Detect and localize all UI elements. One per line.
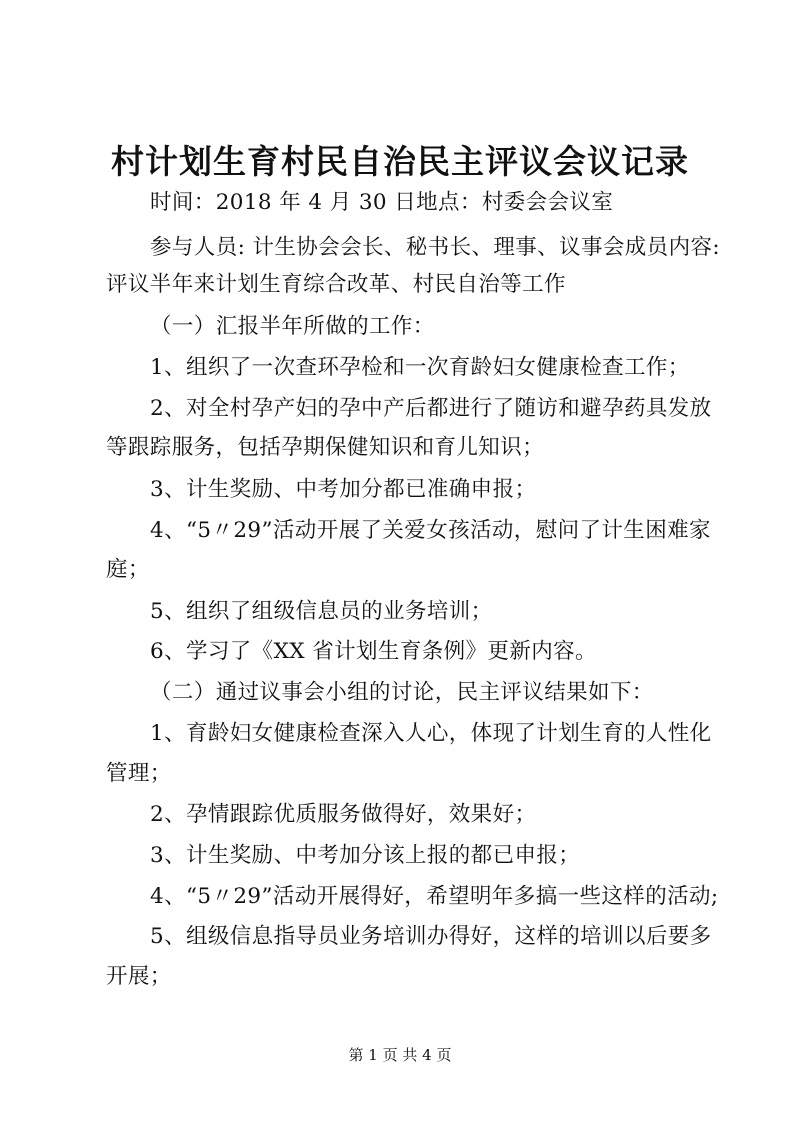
report-item-3: 3、计生奖励、中考加分都已准确申报； xyxy=(150,477,537,502)
report-item-5: 5、组织了组级信息员的业务培训； xyxy=(150,599,493,624)
report-item-6: 6、学习了《XX 省计划生育条例》更新内容。 xyxy=(150,639,597,664)
document-title: 村计划生育村民自治民主评议会议记录 xyxy=(111,142,689,181)
meeting-time-location: 时间：2018 年 4 月 30 日地点：村委会会议室 xyxy=(150,190,614,215)
evaluation-item-2: 2、孕情跟踪优质服务做得好，效果好； xyxy=(150,802,537,827)
evaluation-item-1-continued: 管理； xyxy=(106,761,172,786)
report-item-1: 1、组织了一次查环孕检和一次育龄妇女健康检查工作； xyxy=(150,355,690,380)
evaluation-item-5: 5、组级信息指导员业务培训办得好，这样的培训以后要多 xyxy=(150,924,712,949)
report-item-2-continued: 等跟踪服务，包括孕期保健知识和育儿知识； xyxy=(106,435,545,460)
evaluation-item-3: 3、计生奖励、中考加分该上报的都已申报； xyxy=(150,843,581,868)
evaluation-item-5-continued: 开展； xyxy=(106,964,172,989)
page-number: 第 1 页 共 4 页 xyxy=(348,1046,452,1064)
evaluation-item-1: 1、育龄妇女健康检查深入人心，体现了计划生育的人性化 xyxy=(150,721,712,746)
section-heading-report: （一）汇报半年所做的工作： xyxy=(150,314,435,339)
report-item-4: 4、“5〃29”活动开展了关爱女孩活动，慰问了计生困难家 xyxy=(150,518,711,543)
meeting-participants: 参与人员: 计生协会会长、秘书长、理事、议事会成员内容: xyxy=(150,235,721,260)
evaluation-item-4: 4、“5〃29”活动开展得好，希望明年多搞一些这样的活动; xyxy=(150,884,719,909)
report-item-2: 2、对全村孕产妇的孕中产后都进行了随访和避孕药具发放 xyxy=(150,396,712,421)
section-heading-evaluation: （二）通过议事会小组的讨论，民主评议结果如下： xyxy=(150,680,654,705)
report-item-4-continued: 庭； xyxy=(106,557,150,582)
meeting-content: 评议半年来计划生育综合改革、村民自治等工作 xyxy=(106,272,566,297)
